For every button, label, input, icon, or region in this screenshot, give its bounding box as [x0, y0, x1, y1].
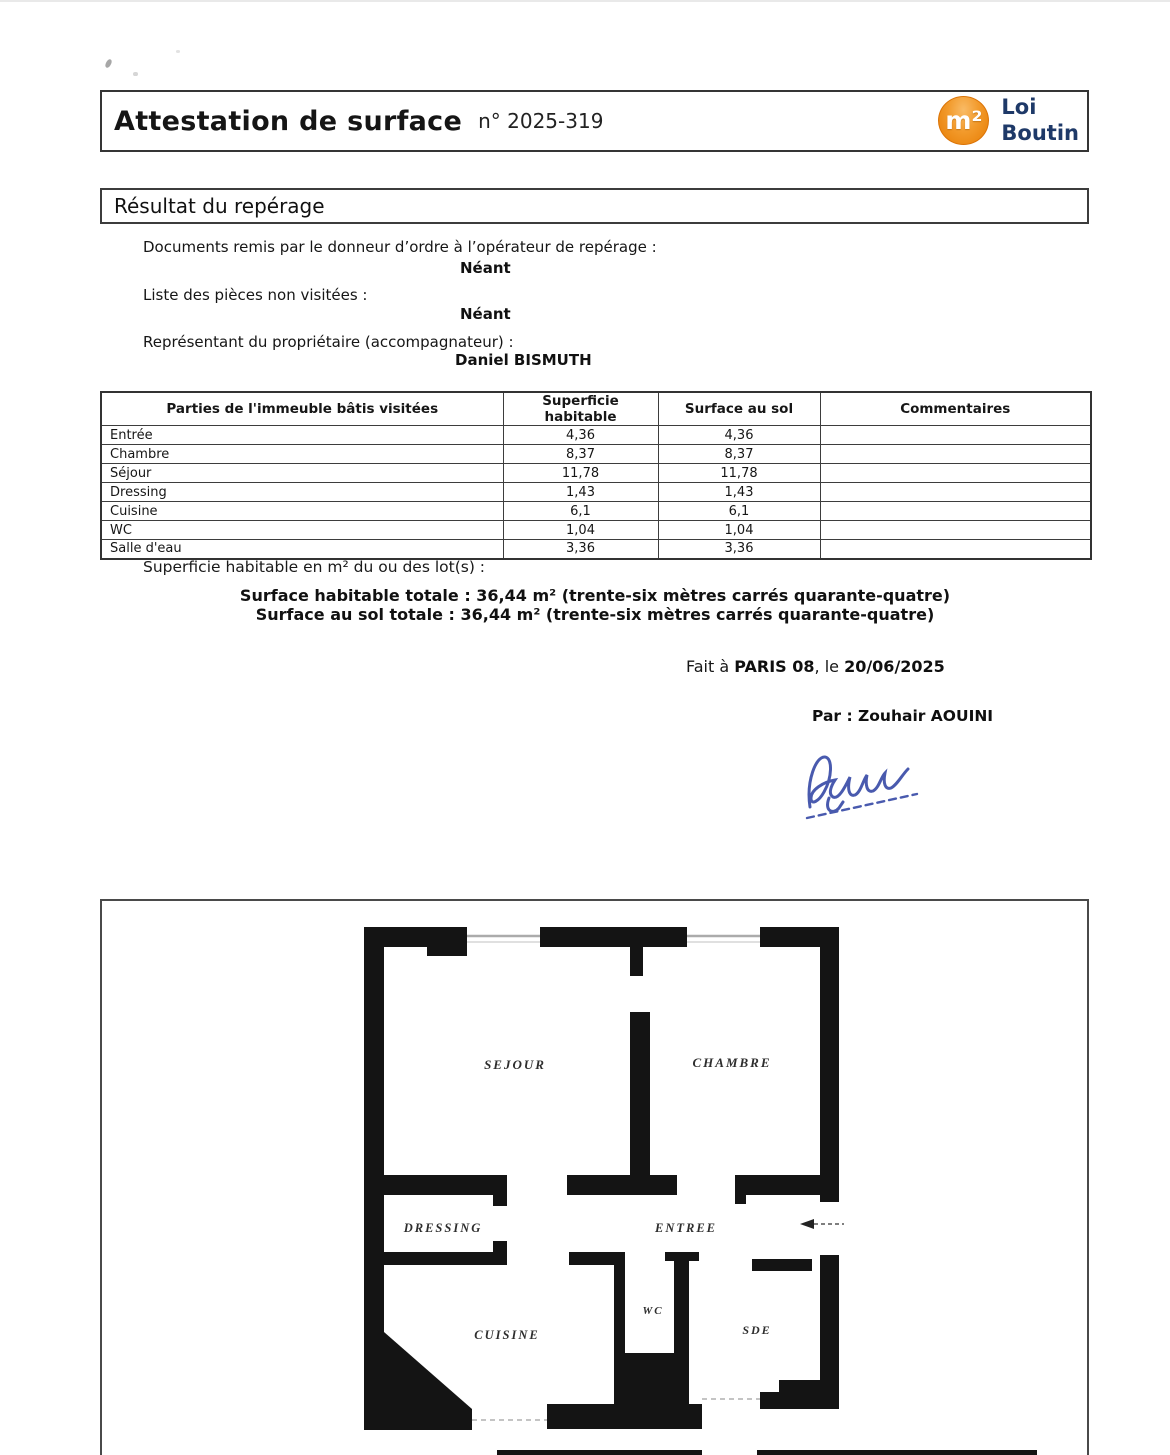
room-label-cuisine: CUISINE	[474, 1328, 540, 1342]
table-header-row	[101, 392, 1091, 426]
representant-value: Daniel BISMUTH	[455, 351, 592, 369]
fait-prefix: Fait à	[686, 657, 735, 676]
table-row	[101, 483, 1091, 502]
table-row	[101, 521, 1091, 540]
wall-top-seg1	[364, 927, 467, 947]
door-jamb	[493, 1241, 507, 1252]
commentaire-value	[820, 426, 1091, 445]
commentaire-value	[820, 445, 1091, 464]
superficie-value: 8,37	[503, 445, 658, 464]
fait-a-line	[686, 657, 945, 676]
floorplan-frame	[100, 899, 1089, 1455]
wall-top-seg2	[540, 927, 687, 947]
sol-value: 11,78	[658, 464, 820, 483]
table-row	[101, 540, 1091, 559]
commentaire-value	[820, 502, 1091, 521]
room-name: Salle d'eau	[101, 540, 503, 559]
wall-bottom-middle	[547, 1404, 702, 1429]
wall-right-upper	[820, 927, 839, 1202]
wall-bottom-sde-step	[760, 1380, 839, 1409]
document-number: n° 2025-319	[478, 109, 604, 133]
boutin-line: Boutin	[1001, 120, 1079, 145]
wall-top-stub	[630, 947, 643, 976]
wall-mid-upper-b	[567, 1175, 677, 1195]
cutoff-bar	[497, 1450, 702, 1455]
wall-sejour-chambre	[630, 1012, 650, 1195]
commentaire-value	[820, 540, 1091, 559]
wall-left	[364, 927, 384, 1409]
room-name: WC	[101, 521, 503, 540]
window-sill	[427, 947, 467, 956]
le-separator: , le	[814, 657, 845, 676]
loi-boutin-logo	[938, 95, 1079, 146]
representant-label: Représentant du propriétaire (accompagnateur) :	[143, 333, 514, 351]
room-name: Chambre	[101, 445, 503, 464]
room-label-wc: WC	[642, 1305, 664, 1317]
page-title: Attestation de surface	[114, 105, 463, 137]
scan-speck	[176, 50, 180, 53]
date: 20/06/2025	[844, 657, 945, 676]
loi-line: Loi	[1001, 95, 1037, 119]
m2-symbol: m²	[945, 106, 983, 136]
door-jamb	[735, 1195, 746, 1204]
sol-value: 1,04	[658, 521, 820, 540]
documents-remis-value: Néant	[460, 259, 511, 277]
pieces-non-visitees-value: Néant	[460, 305, 511, 323]
table-row	[101, 445, 1091, 464]
room-label-entree: ENTREE	[654, 1221, 718, 1235]
col-superficie: Superficie habitable	[503, 392, 658, 426]
cutoff-bar	[757, 1450, 1037, 1455]
superficie-value: 3,36	[503, 540, 658, 559]
wall-wc-left	[614, 1252, 625, 1353]
pieces-non-visitees-label: Liste des pièces non visitées :	[143, 286, 368, 304]
superficie-intro: Superficie habitable en m² du ou des lot(s) :	[143, 558, 486, 576]
commentaire-value	[820, 464, 1091, 483]
loi-boutin-label	[1001, 95, 1079, 146]
wall-chamfer-cuisine	[384, 1332, 472, 1409]
superficie-value: 4,36	[503, 426, 658, 445]
surfaces-table	[100, 391, 1092, 560]
superficie-value: 11,78	[503, 464, 658, 483]
wall-mid-upper-a	[364, 1175, 507, 1195]
sol-value: 6,1	[658, 502, 820, 521]
room-label-dressing: DRESSING	[403, 1221, 483, 1235]
table-row	[101, 426, 1091, 445]
wall-bottom-cuisine	[364, 1409, 472, 1430]
col-commentaires: Commentaires	[820, 392, 1091, 426]
sol-value: 1,43	[658, 483, 820, 502]
room-label-sde: SDE	[742, 1323, 772, 1337]
m2-logo-icon	[938, 96, 989, 145]
superficie-value: 6,1	[503, 502, 658, 521]
room-name: Séjour	[101, 464, 503, 483]
handwritten-signature	[798, 747, 930, 825]
header	[100, 90, 1089, 152]
city: PARIS 08	[734, 657, 815, 676]
wall-mid-upper-c	[735, 1175, 820, 1195]
scan-speck	[133, 72, 138, 76]
room-label-sejour: SEJOUR	[484, 1057, 546, 1072]
section-title: Résultat du repérage	[114, 194, 325, 218]
par-line: Par : Zouhair AOUINI	[812, 707, 994, 725]
scan-speck	[104, 58, 113, 68]
commentaire-value	[820, 521, 1091, 540]
sol-value: 3,36	[658, 540, 820, 559]
surface-sol-totale: Surface au sol totale : 36,44 m² (trente-six mètres carrés quarante-quatre)	[255, 605, 935, 624]
col-surface-sol: Surface au sol	[658, 392, 820, 426]
wall-right-lower	[820, 1255, 839, 1402]
surface-habitable-totale: Surface habitable totale : 36,44 m² (trente-six mètres carrés quarante-quatre)	[239, 586, 951, 605]
door-jamb	[493, 1195, 507, 1206]
documents-remis-label: Documents remis par le donneur d’ordre à l’opérateur de repérage :	[143, 238, 657, 256]
sol-value: 4,36	[658, 426, 820, 445]
room-label-chambre: CHAMBRE	[692, 1055, 772, 1070]
wall-mid-lower-a	[364, 1252, 507, 1265]
room-name: Cuisine	[101, 502, 503, 521]
sol-value: 8,37	[658, 445, 820, 464]
table-row	[101, 464, 1091, 483]
wall-mid-lower-c	[752, 1259, 812, 1271]
superficie-value: 1,43	[503, 483, 658, 502]
room-name: Entrée	[101, 426, 503, 445]
section-resultat-reperage	[100, 188, 1089, 224]
entrance-arrow-icon	[800, 1219, 814, 1229]
commentaire-value	[820, 483, 1091, 502]
room-name: Dressing	[101, 483, 503, 502]
floorplan-drawing	[102, 901, 1087, 1455]
superficie-value: 1,04	[503, 521, 658, 540]
col-parties: Parties de l'immeuble bâtis visitées	[101, 392, 503, 426]
table-row	[101, 502, 1091, 521]
